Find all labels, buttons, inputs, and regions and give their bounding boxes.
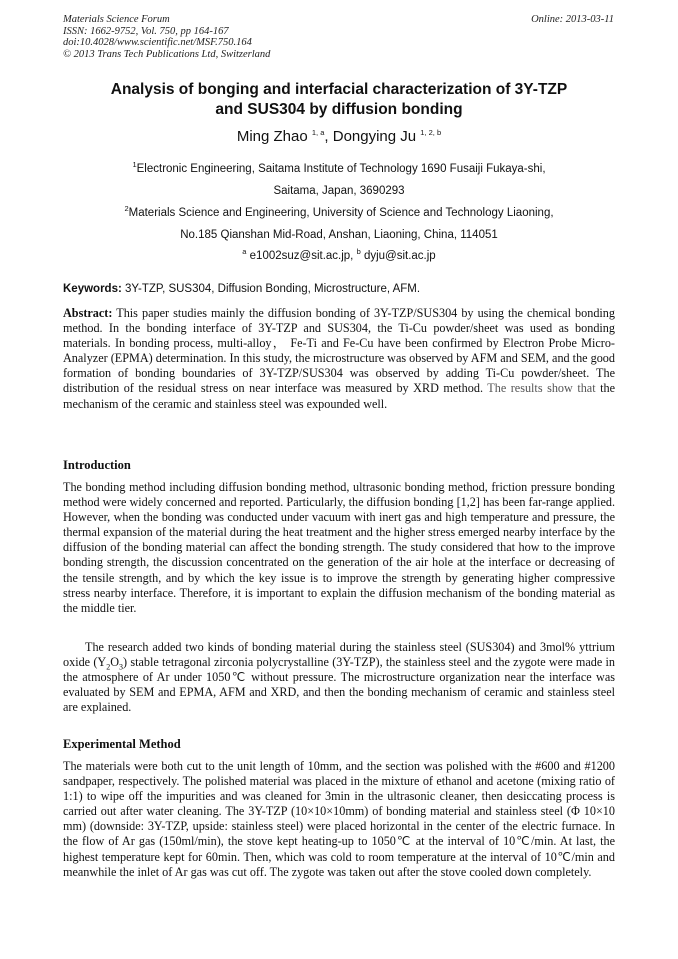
- abstract-text-1: This paper studies mainly the diffusion bonding of 3Y-TZP/SUS304 by using the chemical bonding method. In the bonding interface of 3Y-TZP and SUS304, the Ti-Cu powder/sheet was used as bonding materials. In bonding process, multi-alloy， Fe-Ti and Fe-Cu have been confirmed by Electron Probe Micro-Analyzer (EPMA) determination. In this study, the microstructure was observed by AFM and SEM, and the good formation of bonding boundaries of 3Y-TZP/SUS304 was observed by adding Ti-Cu powder/sheet. The distribution of the residual stress on near interface was measured by XRD method.: [63, 306, 615, 396]
- author-1-sup: 1, a: [311, 128, 325, 137]
- email-b-sup: b: [356, 247, 361, 257]
- keywords-label: Keywords:: [63, 283, 122, 295]
- affiliation-1-line-2: Saitama, Japan, 3690293: [273, 185, 405, 197]
- introduction-paragraph-2: [63, 640, 615, 715]
- abstract-label: Abstract:: [63, 306, 113, 320]
- author-2-name: Dongying Ju: [332, 128, 417, 145]
- email-line: [63, 249, 615, 263]
- abstract: [63, 306, 615, 412]
- aff2-text-1: Materials Science and Engineering, University of Science and Technology Liaoning,: [128, 207, 554, 219]
- intro-p2-b: O: [110, 655, 120, 670]
- intro-p2-c: ) stable tetragonal zirconia polycrystalline (3Y-TZP), the stainless steel and the zygote were made in the atmosphere of Ar under 1050℃ without pressure. The microstructure organization near the interface was evaluated by SEM and EPMA, AFM and XRD, and then the bonding mechanism of ceramic and stainless steel are explained.: [63, 655, 615, 715]
- intro-p2-a: The research added two kinds of bonding material during the stainless steel (SUS304) and 3mol% yttrium oxide (Y: [63, 640, 615, 670]
- abstract-text-gray: The results show that: [487, 381, 596, 396]
- author-list: [63, 128, 615, 145]
- affiliation-1-line-1: [63, 162, 615, 176]
- author-2-sup: 1, 2, b: [420, 128, 442, 137]
- email-a-sup: a: [242, 247, 247, 257]
- title-line-2: and SUS304 by diffusion bonding: [215, 101, 463, 118]
- aff1-sup: 1: [132, 160, 137, 170]
- affiliation-2-line-1: [63, 206, 615, 220]
- introduction-heading: Introduction: [63, 458, 131, 472]
- author-1-name: Ming Zhao: [236, 128, 308, 145]
- doi-line: doi:10.4028/www.scientific.net/MSF.750.164: [63, 37, 252, 48]
- keywords-text: 3Y-TZP, SUS304, Diffusion Bonding, Microstructure, AFM.: [121, 283, 421, 295]
- journal-name: Materials Science Forum: [63, 14, 170, 25]
- affiliation-2-line-2: No.185 Qianshan Mid-Road, Anshan, Liaoning, China, 114051: [180, 229, 498, 241]
- author-separator: ,: [324, 128, 333, 145]
- email-b: dyju@sit.ac.jp: [360, 250, 436, 262]
- copyright-line: © 2013 Trans Tech Publications Ltd, Switzerland: [63, 48, 271, 60]
- introduction-paragraph-1: The bonding method including diffusion bonding method, ultrasonic bonding method, friction pressure bonding method were widely concerned and reported. Particularly, the diffusion bonding [1,2] has been far-range applied. However, when the bonding was conducted under vacuum with inert gas and high temperature and pressure, the thermal expansion of the material during the heat treatment and the higher stress emerged nearby interface by the diffusion of the bonding material can affect the bonding strength. The study considered that how to the improve bonding strength, the discussion concentrated on the generation of the air hole at the interface or decreasing of the tensile strength, and by which the key issue is to improve the strength by generating higher compressive stress nearby interface. Therefore, it is important to explain the diffusion mechanism of the bonding material as the middle tier.: [63, 480, 615, 615]
- experimental-heading: Experimental Method: [63, 737, 181, 751]
- intro-p2-sub-1: 2: [106, 662, 111, 672]
- journal-header: [63, 14, 270, 60]
- online-date: Online: 2013-03-11: [531, 14, 614, 25]
- abstract-text-2: the mechanism of the ceramic and stainless steel was expounded well.: [63, 381, 615, 411]
- aff1-text-1: Electronic Engineering, Saitama Institute of Technology 1690 Fusaiji Fukaya-shi,: [136, 163, 546, 175]
- paper-title: [63, 80, 615, 120]
- email-a: e1002suz@sit.ac.jp,: [246, 250, 357, 262]
- aff2-sup: 2: [124, 204, 129, 214]
- issn-line: ISSN: 1662-9752, Vol. 750, pp 164-167: [63, 25, 229, 37]
- keywords: [63, 283, 615, 295]
- experimental-paragraph-1: The materials were both cut to the unit length of 10mm, and the section was polished with the #600 and #1200 sandpaper, respectively. The polished material was placed in the mixture of ethanol and acetone (mixing ratio of 1:1) to wipe off the impurities and was cleaned for 3min in the ultrasonic cleaner, then desiccating process is carried out after water cleaning. The 3Y-TZP (10×10×10mm) of bonding material and stainless steel (Φ 10×10 mm) (downside: 3Y-TZP, upside: stainless steel) were placed horizontal in the center of the electric furnace. In the flow of Ar gas (150ml/min), the stove kept heating-up to 1050℃ at the interval of 10℃/min. At last, the highest temperature kept for 60min. Then, which was cold to room temperature at the interval of 10℃/min and meanwhile the inlet of Ar gas was cut off. The zygote was taken out after the stove cooled down completely.: [63, 759, 615, 879]
- title-line-1: Analysis of bonging and interfacial characterization of 3Y-TZP: [110, 81, 568, 98]
- intro-p2-sub-2: 3: [119, 662, 124, 672]
